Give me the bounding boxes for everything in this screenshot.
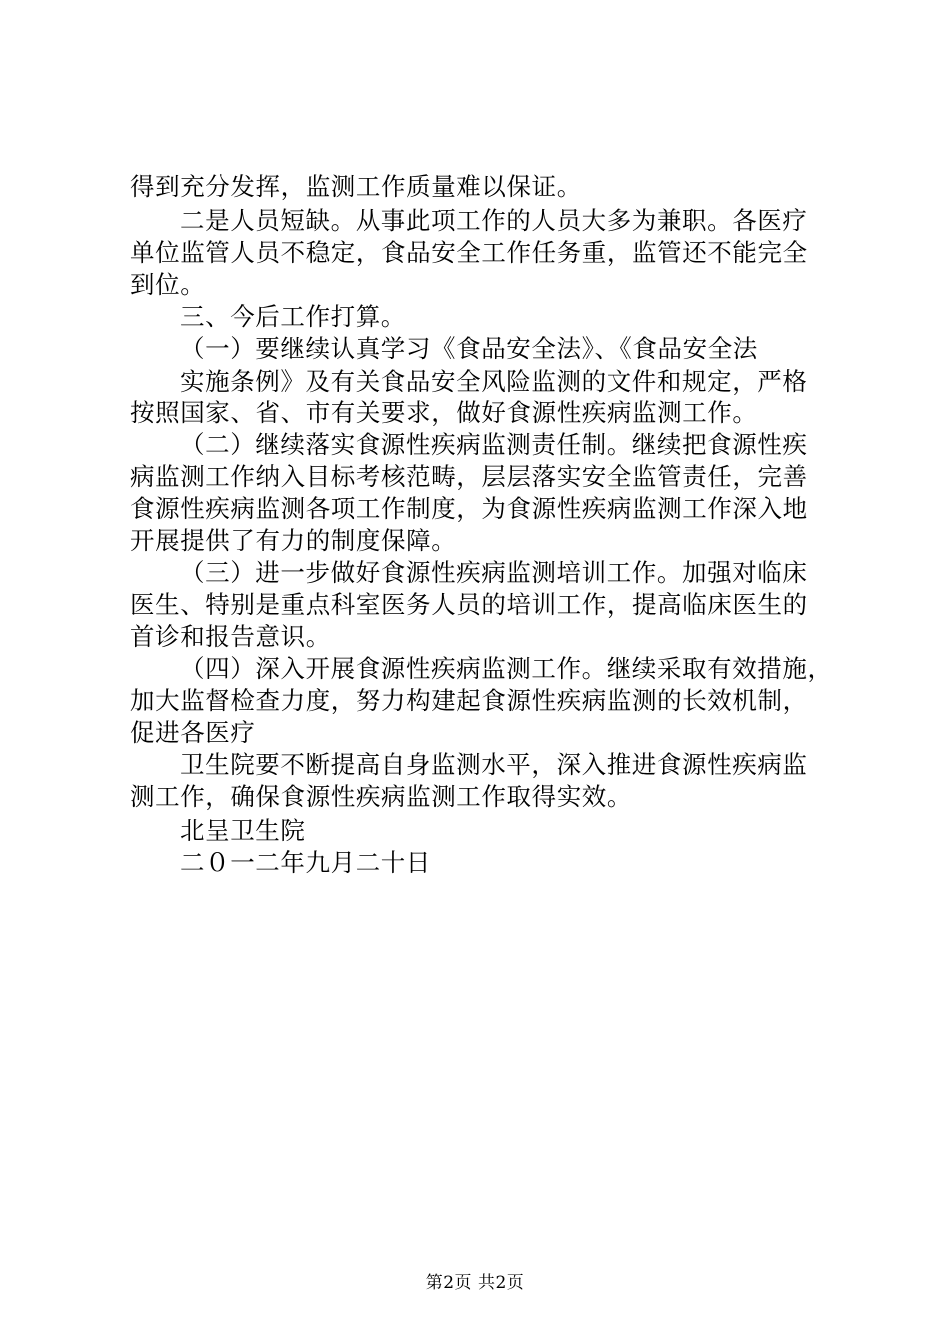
signature-organization: 北呈卫生院 xyxy=(180,816,306,845)
body-line: （一）要继续认真学习《食品安全法》、《食品安全法 xyxy=(180,334,758,363)
section-heading: 三、今后工作打算。 xyxy=(180,302,406,331)
signature-date: 二０一二年九月二十日 xyxy=(180,848,431,877)
body-line: 实施条例》及有关食品安全风险监测的文件和规定，严格 xyxy=(180,367,808,396)
body-line: （三）进一步做好食源性疾病监测培训工作。加强对临床 xyxy=(180,558,808,587)
body-line: （四）深入开展食源性疾病监测工作。继续采取有效措施， xyxy=(180,654,833,683)
body-line: 二是人员短缺。从事此项工作的人员大多为兼职。各医疗 xyxy=(180,206,808,235)
body-line: 测工作，确保食源性疾病监测工作取得实效。 xyxy=(130,782,632,811)
body-line: 得到充分发挥，监测工作质量难以保证。 xyxy=(130,172,582,201)
body-line: 单位监管人员不稳定，食品安全工作任务重，监管还不能完全 xyxy=(130,238,808,267)
page-number-footer: 第2页 共2页 xyxy=(425,1273,525,1293)
body-line: 开展提供了有力的制度保障。 xyxy=(130,526,457,555)
body-line: 加大监督检查力度，努力构建起食源性疾病监测的长效机制， xyxy=(130,686,808,715)
body-line: 促进各医疗 xyxy=(130,718,256,747)
body-line: 按照国家、省、市有关要求，做好食源性疾病监测工作。 xyxy=(130,398,758,427)
body-line: 食源性疾病监测各项工作制度，为食源性疾病监测工作深入地 xyxy=(130,494,808,523)
body-line: 到位。 xyxy=(130,270,206,299)
body-line: 医生、特别是重点科室医务人员的培训工作，提高临床医生的 xyxy=(130,590,808,619)
body-line: 卫生院要不断提高自身监测水平，深入推进食源性疾病监 xyxy=(180,750,808,779)
body-line: 首诊和报告意识。 xyxy=(130,622,331,651)
body-line: 病监测工作纳入目标考核范畴，层层落实安全监管责任，完善 xyxy=(130,462,808,491)
body-line: （二）继续落实食源性疾病监测责任制。继续把食源性疾 xyxy=(180,430,808,459)
